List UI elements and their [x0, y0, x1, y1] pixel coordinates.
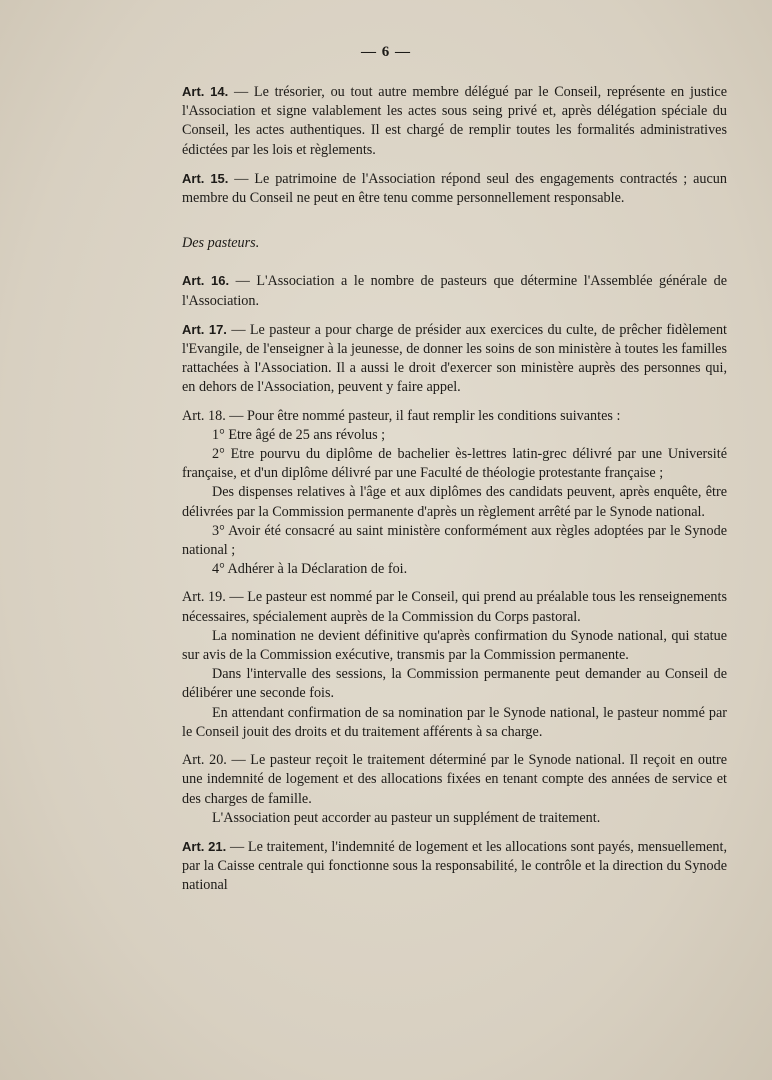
- article-text: — L'Association a le nombre de pasteurs que détermine l'Assemblée générale de l'Association.: [182, 273, 727, 309]
- article-18: [182, 407, 727, 580]
- article-text: — Pour être nommé pasteur, il faut remplir les conditions suivantes :: [225, 407, 621, 424]
- article-text: — Le traitement, l'indemnité de logement et les allocations sont payés, mensuellement, par la Caisse centrale qui fonctionne sous la responsabilité, le contrôle et la direction du Synode national: [182, 838, 727, 894]
- article-text: — Le patrimoine de l'Association répond seul des engagements contractés ; aucun membre du Conseil ne peut en être tenu comme personnellement responsable.: [182, 170, 727, 207]
- condition-item: 1° Etre âgé de 25 ans révolus ;: [212, 426, 386, 443]
- article-label: Art. 21.: [182, 838, 227, 854]
- article-21: [182, 837, 727, 896]
- article-label: Art. 16.: [182, 273, 230, 289]
- article-label: Art. 19.: [182, 589, 226, 606]
- document-body: [182, 82, 727, 905]
- article-15: [182, 169, 727, 208]
- article-text: — Le pasteur a pour charge de présider aux exercices du culte, de prêcher fidèlement l'Evangile, de l'enseigner à la jeunesse, de donner les soins de son ministère à toutes les familles rattachées à l'Association. Il a aussi le droit d'exercer son ministère auprès des personnes qui, en dehors de l'Association, peuvent y faire appel.: [182, 321, 727, 396]
- article-14: [182, 82, 727, 160]
- condition-item: 3° Avoir été consacré au saint ministère conformément aux règles adoptées par le Synode national ;: [182, 522, 727, 559]
- article-label: Art. 20.: [182, 752, 227, 769]
- sub-paragraph: L'Association peut accorder au pasteur un supplément de traitement.: [212, 809, 601, 826]
- article-16: [182, 271, 727, 310]
- condition-item: Des dispenses relatives à l'âge et aux diplômes des candidats peuvent, après enquête, être délivrées par la Commission permanente d'après un règlement arrêté par le Synode national.: [182, 484, 727, 520]
- article-label: Art. 18.: [182, 407, 226, 424]
- article-17: [182, 320, 727, 398]
- article-label: Art. 14.: [182, 84, 229, 99]
- article-20-intro: [182, 751, 727, 809]
- sub-paragraph: La nomination ne devient définitive qu'après confirmation du Synode national, qui statue sur avis de la Commission exécutive, transmis par la Commission permanente.: [182, 627, 727, 664]
- article-20: [182, 751, 727, 828]
- article-text: — Le trésorier, ou tout autre membre délégué par le Conseil, représente en justice l'Association et signe valablement les actes sous seing privé et, après délégation spéciale du Conseil, les actes authentiques. Il est chargé de remplir toutes les formalités administratives édictées par les lois et règlements.: [182, 84, 728, 158]
- condition-item: 2° Etre pourvu du diplôme de bachelier ès-lettres latin-grec délivré par une Université française, et d'un diplôme délivré par une Faculté de théologie protestante française ;: [182, 446, 727, 482]
- sub-paragraph: Dans l'intervalle des sessions, la Commission permanente peut demander au Conseil de délibérer une seconde fois.: [182, 666, 727, 702]
- article-18-intro: [182, 407, 727, 426]
- article-text: — Le pasteur est nommé par le Conseil, qui prend au préalable tous les renseignements nécessaires, spécialement auprès de la Commission du Corps pastoral.: [182, 589, 727, 625]
- page-number: — 6 —: [361, 44, 411, 60]
- article-label: Art. 15.: [182, 170, 229, 186]
- article-19-intro: [182, 588, 727, 626]
- sub-paragraph: En attendant confirmation de sa nomination par le Synode national, le pasteur nommé par le Conseil jouit des droits et du traitement afférents à sa charge.: [182, 704, 727, 740]
- article-label: Art. 17.: [182, 321, 227, 337]
- article-19: [182, 588, 727, 742]
- section-title: Des pasteurs.: [182, 235, 260, 252]
- condition-item: 4° Adhérer à la Déclaration de foi.: [212, 561, 408, 578]
- article-text: — Le pasteur reçoit le traitement déterminé par le Synode national. Il reçoit en outre une indemnité de logement et des allocations fixées en tenant compte des années de service et des charges de famille.: [182, 752, 727, 807]
